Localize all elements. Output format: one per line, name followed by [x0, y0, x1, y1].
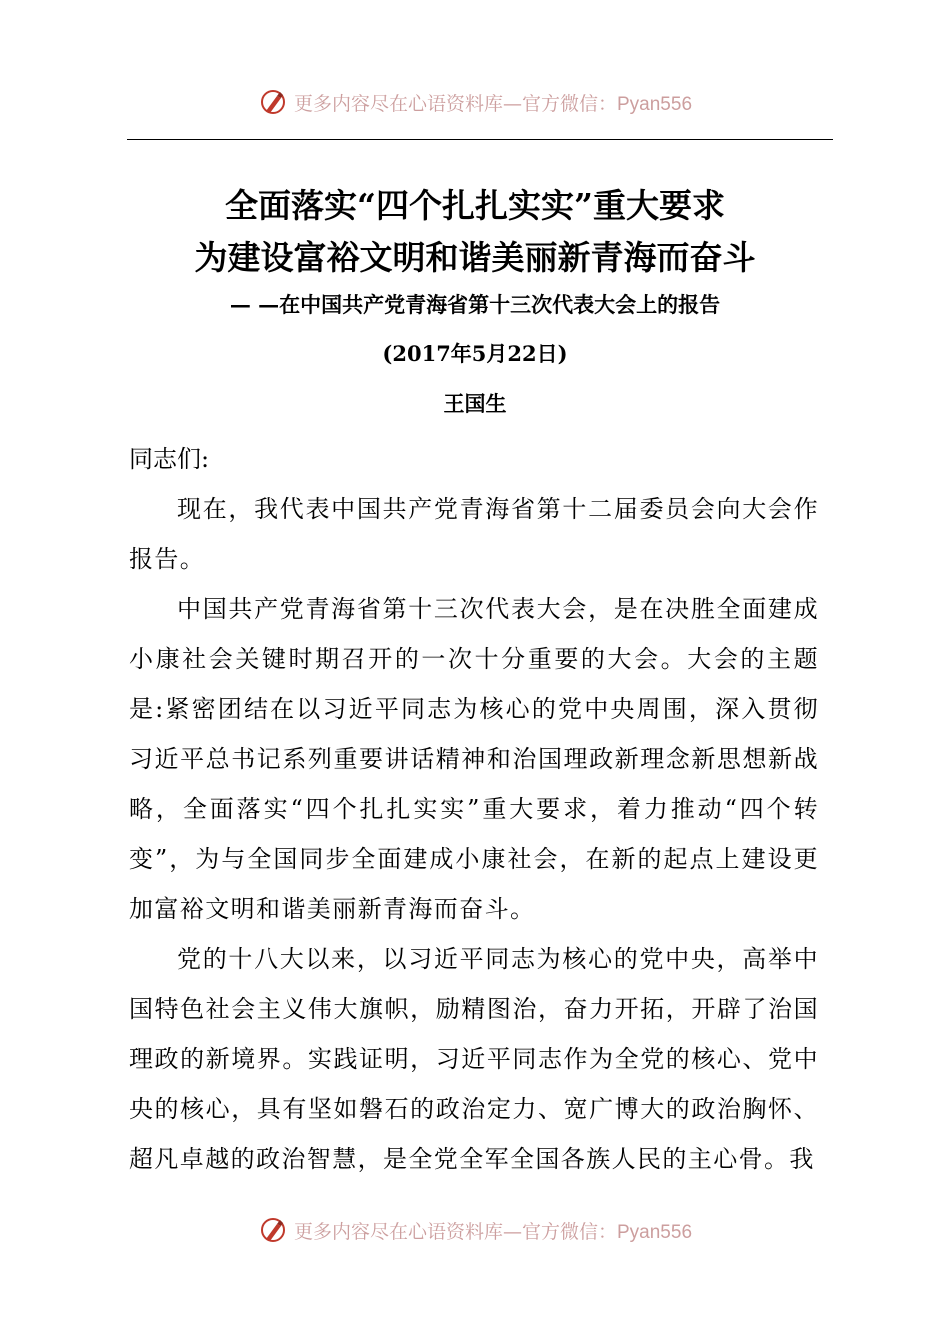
banner-text [294, 1217, 692, 1244]
document-author: 王国生 [443, 391, 507, 416]
paragraph: 中国共产党青海省第十三次代表大会，是在决胜全面建成小康社会关键时期召开的一次十分重要的大会。大会的主题是:紧密团结在以习近平同志为核心的党中央周围，深入贯彻习近平总书记系列重要讲话精神和治国理政新理念新思想新战略，全面落实“四个扎扎实实”重大要求，着力推动“四个转变”，为与全国同步全面建成小康社会，在新的起点上建设更加富裕文明和谐美丽新青海而奋斗。 [129, 595, 819, 923]
document-subtitle: — —在中国共产党青海省第十三次代表大会上的报告 [229, 292, 721, 317]
paragraph: 党的十八大以来，以习近平同志为核心的党中央，高举中国特色社会主义伟大旗帜，励精图治，奋力开拓，开辟了治国理政的新境界。实践证明，习近平同志作为全党的核心、党中央的核心，具有坚如磐石的政治定力、宽广博大的政治胸怀、超凡卓越的政治智慧，是全党全军全国各族人民的主心骨。我 [129, 945, 819, 1173]
pen-nib-logo-icon [258, 1215, 288, 1245]
document-title-line-2: 为建设富裕文明和谐美丽新青海而奋斗 [194, 238, 756, 277]
document-body [129, 434, 819, 1184]
footer-watermark-banner [0, 1210, 950, 1250]
banner-wechat-id: Pyan556 [617, 1221, 693, 1243]
pen-nib-logo-icon [258, 87, 288, 117]
banner-wechat-id: Pyan556 [617, 93, 693, 115]
paragraph: 现在，我代表中国共产党青海省第十二届委员会向大会作报告。 [129, 495, 819, 573]
header-divider [127, 139, 833, 140]
banner-text-cn: 更多内容尽在心语资料库—官方微信： [293, 1220, 617, 1243]
document-date: (2017年5月22日) [382, 341, 568, 366]
banner-text-cn: 更多内容尽在心语资料库—官方微信： [293, 92, 617, 115]
banner-text [294, 89, 692, 116]
document-title-line-1: 全面落实“四个扎扎实实”重大要求 [225, 186, 725, 225]
salutation: 同志们: [129, 445, 210, 473]
header-watermark-banner [0, 82, 950, 122]
